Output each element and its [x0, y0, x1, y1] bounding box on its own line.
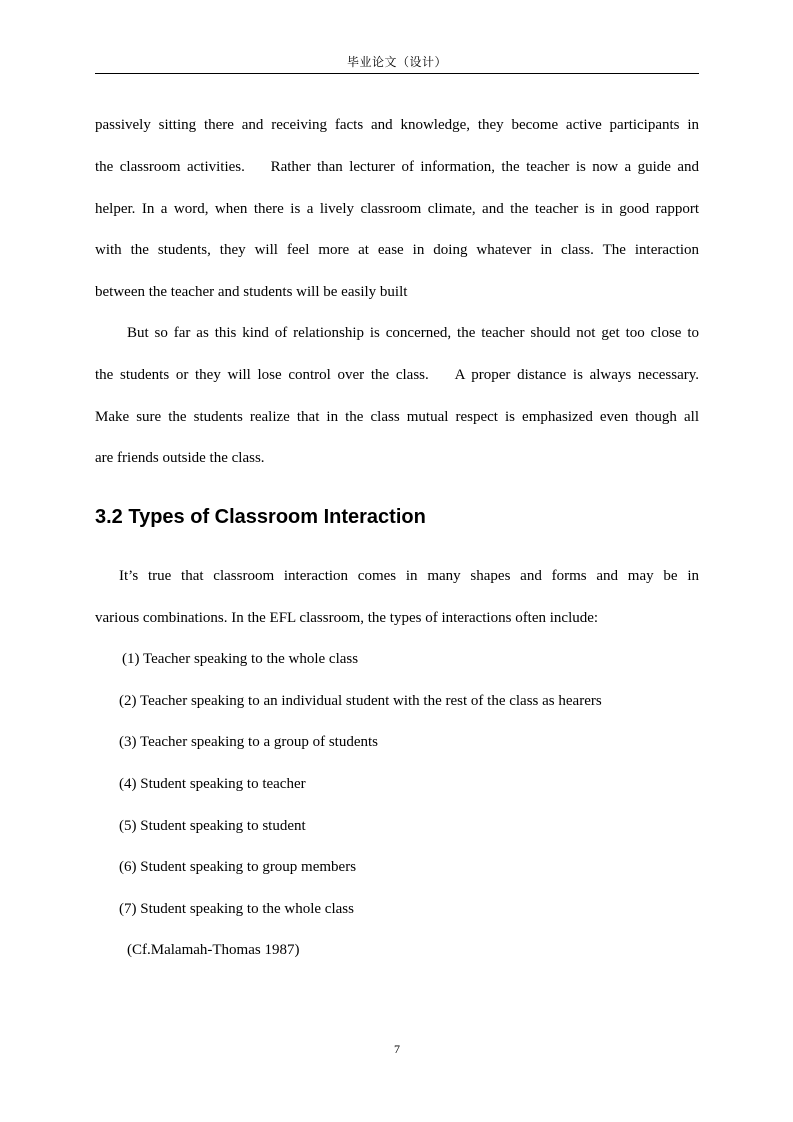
section-heading: 3.2 Types of Classroom Interaction [95, 506, 426, 528]
page-header: 毕业论文（设计） [346, 55, 447, 69]
interaction-type-item-2: (2) Teacher speaking to an individual student with the rest of the class as hearers [119, 693, 602, 709]
interaction-type-item-3: (3) Teacher speaking to a group of students [119, 734, 379, 750]
paragraph-2-line-2: the students or they will lose control over the class. A proper distance is always necessary. [95, 367, 699, 383]
interaction-type-item-7: (7) Student speaking to the whole class [119, 901, 354, 917]
paragraph-1-line-5: between the teacher and students will be easily built [95, 284, 408, 300]
interaction-type-item-4: (4) Student speaking to teacher [119, 776, 306, 792]
paragraph-2-line-1: But so far as this kind of relationship is concerned, the teacher should not get too close to [127, 325, 699, 341]
citation: (Cf.Malamah-Thomas 1987) [127, 942, 300, 958]
header-rule [95, 73, 699, 74]
paragraph-1-line-3: helper. In a word, when there is a lively classroom climate, and the teacher is in good rapport [95, 201, 699, 217]
paragraph-3-line-1: It’s true that classroom interaction comes in many shapes and forms and may be in [119, 568, 699, 584]
interaction-type-item-5: (5) Student speaking to student [119, 818, 306, 834]
paragraph-3-line-2: various combinations. In the EFL classroom, the types of interactions often include: [95, 610, 599, 626]
page-number: 7 [394, 1042, 400, 1056]
interaction-type-item-6: (6) Student speaking to group members [119, 859, 357, 875]
interaction-type-item-1: (1) Teacher speaking to the whole class [122, 651, 359, 667]
paragraph-2-line-3: Make sure the students realize that in the class mutual respect is emphasized even though all [95, 409, 699, 425]
paragraph-1-line-2: the classroom activities. Rather than lecturer of information, the teacher is now a guide and [95, 159, 699, 175]
paragraph-1-line-4: with the students, they will feel more at ease in doing whatever in class. The interaction [95, 242, 699, 258]
paragraph-2-line-4: are friends outside the class. [95, 450, 265, 466]
paragraph-1-line-1: passively sitting there and receiving facts and knowledge, they become active participants in [95, 117, 699, 133]
